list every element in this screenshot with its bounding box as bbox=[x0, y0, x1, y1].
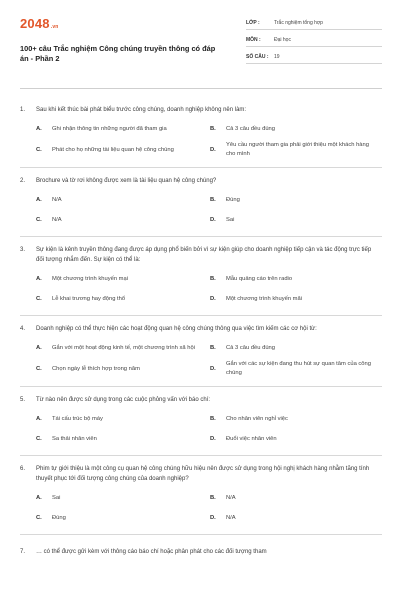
option-text: Phát cho họ những tài liệu quan hệ công chúng bbox=[52, 146, 174, 153]
option-letter: A. bbox=[36, 275, 42, 282]
question-block bbox=[20, 387, 382, 456]
question-number: 7. bbox=[20, 549, 26, 555]
answer-option[interactable] bbox=[36, 269, 210, 289]
option-text: Sai bbox=[226, 216, 235, 223]
question-prompt bbox=[20, 324, 382, 334]
question-block bbox=[20, 237, 382, 316]
option-text: Mẫu quảng cáo trên radio bbox=[226, 275, 293, 282]
option-text: N/A bbox=[52, 196, 62, 203]
question-text: … có thể được gửi kèm với thông cáo báo chí hoặc phân phát cho các đối tượng tham bbox=[36, 549, 267, 555]
option-text: N/A bbox=[226, 494, 236, 501]
meta-label: SỐ CÂU : bbox=[246, 54, 269, 60]
quiz-meta bbox=[246, 17, 382, 76]
option-letter: B. bbox=[210, 494, 216, 501]
answer-options bbox=[20, 338, 382, 380]
option-letter: B. bbox=[210, 415, 216, 422]
question-text: Phim tự giới thiệu là một công cụ quan hệ công chúng hữu hiệu nên được sử dụng trong hội nghị khách hàng nhằm tăng tính thuyết phục tới đối tượng công chúng của doanh nghiệp? bbox=[36, 466, 370, 482]
meta-label: LỚP : bbox=[246, 20, 260, 26]
question-number: 6. bbox=[20, 466, 26, 472]
option-text: Đúng bbox=[226, 196, 240, 203]
option-text: Sa thải nhân viên bbox=[52, 435, 97, 442]
option-letter: A. bbox=[36, 125, 42, 132]
answer-options bbox=[20, 269, 382, 309]
question-partial bbox=[20, 535, 382, 557]
question-text: Sự kiện là kênh truyền thông đang được áp dụng phổ biến bởi vì sự kiện giúp cho doanh nghiệp tiếp cận và tác động trực tiếp đối tượng nhắm đến. Sự kiện có thể là: bbox=[36, 247, 372, 263]
meta-label: MÔN : bbox=[246, 37, 261, 43]
question-number: 2. bbox=[20, 178, 26, 184]
question-number: 5. bbox=[20, 397, 26, 403]
question-number: 1. bbox=[20, 107, 26, 113]
logo-suffix: .vn bbox=[50, 24, 59, 30]
option-text: Đúng bbox=[52, 514, 66, 521]
option-text: Cả 3 câu đều đúng bbox=[226, 344, 275, 351]
option-letter: D. bbox=[210, 295, 216, 302]
question-block bbox=[20, 97, 382, 168]
answer-option[interactable] bbox=[210, 358, 384, 380]
answer-options bbox=[20, 409, 382, 449]
answer-option[interactable] bbox=[210, 119, 384, 139]
option-letter: B. bbox=[210, 344, 216, 351]
option-letter: B. bbox=[210, 275, 216, 282]
question-prompt bbox=[20, 176, 382, 186]
answer-option[interactable] bbox=[36, 210, 210, 230]
option-text: Lễ khai trương hay động thổ bbox=[52, 295, 126, 302]
option-letter: B. bbox=[210, 196, 216, 203]
answer-option[interactable] bbox=[210, 289, 384, 309]
question-prompt bbox=[20, 395, 382, 405]
answer-option[interactable] bbox=[210, 488, 384, 508]
option-letter: C. bbox=[36, 216, 42, 223]
logo-main: 2048 bbox=[20, 16, 50, 31]
answer-option[interactable] bbox=[210, 409, 384, 429]
question-text: Brochure và tờ rơi không được xem là tài liệu quan hệ công chúng? bbox=[36, 178, 217, 184]
answer-options bbox=[20, 488, 382, 528]
question-text: Doanh nghiệp có thể thực hiện các hoạt động quan hệ công chúng thông qua việc tìm kiếm các cơ hội từ: bbox=[36, 326, 317, 332]
answer-option[interactable] bbox=[36, 358, 210, 380]
meta-value: Đại học bbox=[274, 37, 291, 43]
answer-option[interactable] bbox=[36, 119, 210, 139]
option-text: Chọn ngày lễ thích hợp trong năm bbox=[52, 365, 140, 372]
page-header bbox=[20, 16, 382, 76]
answer-option[interactable] bbox=[210, 190, 384, 210]
meta-row-count bbox=[246, 51, 382, 64]
option-text: Ghi nhận thông tin những người đã tham gia bbox=[52, 125, 167, 132]
question-prompt bbox=[20, 105, 382, 115]
option-letter: D. bbox=[210, 514, 216, 521]
answer-option[interactable] bbox=[210, 210, 384, 230]
option-letter: D. bbox=[210, 435, 216, 442]
answer-options bbox=[20, 119, 382, 161]
answer-option[interactable] bbox=[36, 190, 210, 210]
answer-option[interactable] bbox=[210, 338, 384, 358]
question-number: 3. bbox=[20, 247, 26, 253]
site-logo[interactable] bbox=[20, 16, 220, 32]
header-left bbox=[20, 16, 220, 76]
answer-option[interactable] bbox=[210, 139, 384, 161]
option-letter: C. bbox=[36, 295, 42, 302]
meta-value: Trắc nghiệm tổng hợp bbox=[274, 20, 323, 26]
option-letter: A. bbox=[36, 415, 42, 422]
option-letter: D. bbox=[210, 216, 216, 223]
question-text: Sau khi kết thúc bài phát biểu trước công chúng, doanh nghiệp không nên làm: bbox=[36, 107, 247, 113]
header-divider bbox=[20, 88, 382, 89]
question-text: Từ nào nên được sử dụng trong các cuộc phỏng vấn với báo chí: bbox=[36, 397, 211, 403]
answer-option[interactable] bbox=[36, 409, 210, 429]
option-letter: C. bbox=[36, 146, 42, 153]
option-text: Gắn với một hoạt động kinh tế, một chương trình xã hội bbox=[52, 344, 195, 351]
meta-row-class bbox=[246, 17, 382, 30]
option-letter: B. bbox=[210, 125, 216, 132]
option-text: Gắn với các sự kiện đang thu hút sự quan tâm của công chúng bbox=[226, 361, 371, 376]
meta-value: 19 bbox=[274, 54, 280, 60]
option-letter: A. bbox=[36, 494, 42, 501]
question-prompt bbox=[20, 464, 382, 484]
question-block bbox=[20, 168, 382, 237]
question-block bbox=[20, 456, 382, 535]
question-block bbox=[20, 316, 382, 387]
answer-option[interactable] bbox=[210, 429, 384, 449]
option-letter: A. bbox=[36, 344, 42, 351]
answer-options bbox=[20, 190, 382, 230]
option-letter: C. bbox=[36, 365, 42, 372]
option-text: Yêu cầu người tham gia phải giới thiệu một khách hàng cho mình bbox=[226, 142, 369, 157]
answer-option[interactable] bbox=[36, 508, 210, 528]
question-list bbox=[20, 97, 382, 535]
option-text: Cho nhân viên nghỉ việc bbox=[226, 415, 288, 422]
option-letter: A. bbox=[36, 196, 42, 203]
meta-row-subject bbox=[246, 34, 382, 47]
option-text: Sai bbox=[52, 494, 61, 501]
answer-option[interactable] bbox=[36, 429, 210, 449]
option-text: Cả 3 câu đều đúng bbox=[226, 125, 275, 132]
option-letter: C. bbox=[36, 435, 42, 442]
answer-option[interactable] bbox=[36, 289, 210, 309]
answer-option[interactable] bbox=[36, 338, 210, 358]
option-text: N/A bbox=[226, 514, 236, 521]
question-number: 4. bbox=[20, 326, 26, 332]
option-letter: D. bbox=[210, 365, 216, 372]
option-text: Một chương trình khuyến mại bbox=[52, 275, 128, 282]
option-letter: C. bbox=[36, 514, 42, 521]
option-text: Một chương trình khuyến mãi bbox=[226, 295, 302, 302]
option-text: Đuổi việc nhân viên bbox=[226, 435, 277, 442]
option-text: Tái cấu trúc bộ máy bbox=[52, 415, 103, 422]
option-letter: D. bbox=[210, 146, 216, 153]
option-text: N/A bbox=[52, 216, 62, 223]
answer-option[interactable] bbox=[36, 488, 210, 508]
answer-option[interactable] bbox=[36, 139, 210, 161]
answer-option[interactable] bbox=[210, 269, 384, 289]
quiz-title: 100+ câu Trắc nghiệm Công chúng truyền thông có đáp án - Phần 2 bbox=[20, 44, 216, 63]
question-prompt bbox=[20, 245, 382, 265]
answer-option[interactable] bbox=[210, 508, 384, 528]
